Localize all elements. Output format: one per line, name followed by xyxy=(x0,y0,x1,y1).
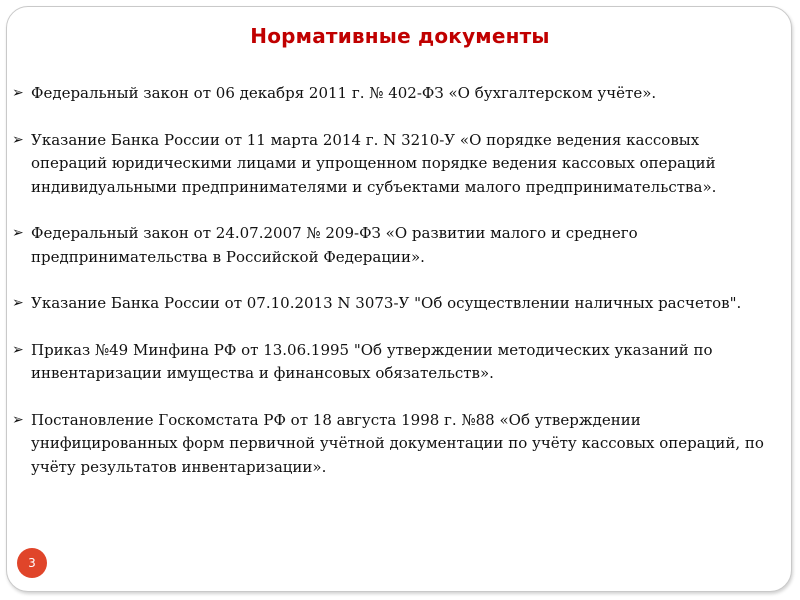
slide-title: Нормативные документы xyxy=(250,24,550,48)
list-item-text: Указание Банка России от 07.10.2013 N 3073-У "Об осуществлении наличных расчетов". xyxy=(31,294,742,312)
list-item xyxy=(12,129,780,200)
list-item-text: Федеральный закон от 24.07.2007 № 209-ФЗ «О развитии малого и среднего предпринимательства в Российской Федерации». xyxy=(31,224,638,266)
list-item xyxy=(12,292,780,316)
arrow-bullet-icon: ➢ xyxy=(12,131,24,148)
arrow-bullet-icon: ➢ xyxy=(12,341,24,358)
list-item xyxy=(12,409,780,480)
arrow-bullet-icon: ➢ xyxy=(12,295,24,311)
list-item xyxy=(12,82,780,106)
list-item-text: Указание Банка России от 11 марта 2014 г. N 3210-У «О порядке ведения кассовых операций юридическими лицами и упрощенном порядке ведения кассовых операций индивидуальными предпринимателями и субъектами малого предпринимательства». xyxy=(31,130,717,196)
list-item-text: Постановление Госкомстата РФ от 18 августа 1998 г. №88 «Об утверждении унифицированных форм первичной учётной документации по учёту кассовых операций, по учёту результатов инвентаризации». xyxy=(31,410,764,476)
arrow-bullet-icon: ➢ xyxy=(12,411,24,428)
arrow-bullet-icon: ➢ xyxy=(12,225,24,241)
list-item-text: Приказ №49 Минфина РФ от 13.06.1995 "Об утверждении методических указаний по инвентаризации имущества и финансовых обязательств». xyxy=(31,340,713,382)
document-list xyxy=(12,82,780,502)
list-item xyxy=(12,339,780,386)
list-item xyxy=(12,222,780,269)
arrow-bullet-icon: ➢ xyxy=(12,85,24,101)
list-item-text: Федеральный закон от 06 декабря 2011 г. № 402-ФЗ «О бухгалтерском учёте». xyxy=(31,84,657,102)
page-number-badge: 3 xyxy=(17,548,47,578)
